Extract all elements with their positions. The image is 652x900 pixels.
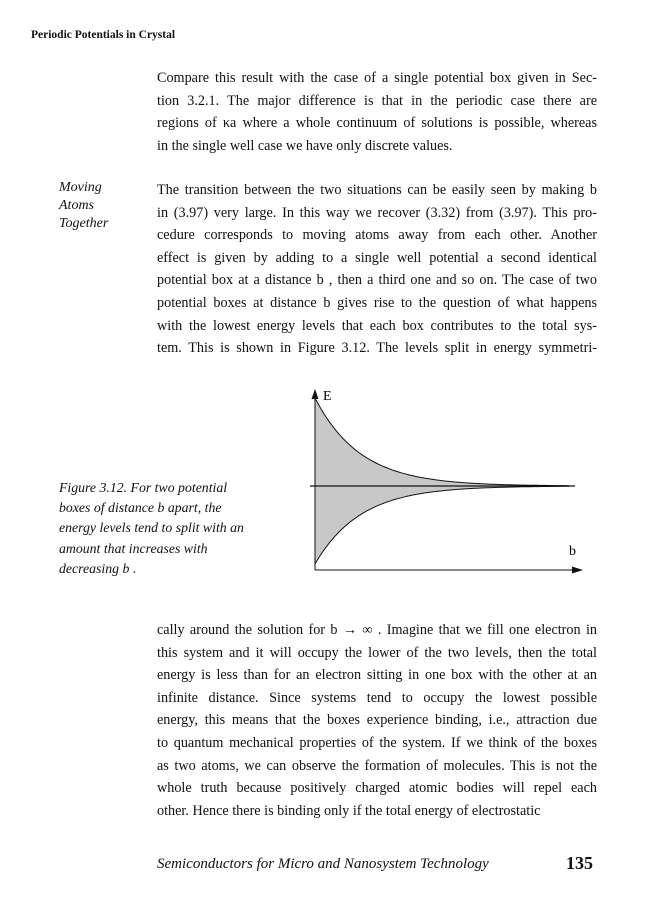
paragraph-transition bbox=[157, 179, 597, 360]
text-line: to quantum mechanical properties of the system. If we think of the boxes bbox=[157, 734, 597, 751]
energy-splitting-figure bbox=[300, 380, 600, 585]
text-line: tion 3.2.1. The major difference is that in the periodic case there are bbox=[157, 92, 597, 109]
text-line: in (3.97) very large. In this way we recover (3.32) from (3.97). This pro- bbox=[157, 204, 597, 221]
page-number: 135 bbox=[566, 853, 593, 873]
text-line: energy, this means that the boxes experience binding, i.e., attraction due bbox=[157, 712, 597, 729]
figure-svg bbox=[300, 380, 600, 580]
text-line: this system and it will occupy the lower of the two levels, then the total bbox=[157, 644, 597, 661]
text-line: whole truth because positively charged atomic bodies will repel each bbox=[157, 780, 597, 797]
y-axis-arrow-icon bbox=[312, 389, 319, 399]
text-line: effect is given by adding to a single well potential a second identical bbox=[157, 249, 597, 266]
caption-line: boxes of distance b apart, the bbox=[59, 500, 222, 516]
text-line: other. Hence there is binding only if the total energy of electrostatic bbox=[157, 802, 541, 819]
margin-note bbox=[59, 179, 139, 233]
y-axis-label: E bbox=[323, 389, 332, 404]
caption-line: Figure 3.12. For two potential bbox=[59, 480, 228, 495]
text-line: with the lowest energy levels that each box contributes to the total sys- bbox=[157, 317, 597, 334]
text-line: Compare this result with the case of a single potential box given in Sec- bbox=[157, 70, 597, 86]
x-axis-label: b bbox=[569, 544, 576, 559]
text-line: potential boxes at distance b gives rise to the question of what happens bbox=[157, 294, 597, 311]
text-line: as two atoms, we can observe the formation of molecules. This is not the bbox=[157, 757, 597, 774]
x-axis-arrow-icon bbox=[572, 567, 583, 574]
text-line: potential box at a distance b , then a third one and so on. The case of two bbox=[157, 272, 597, 289]
text-line: cally around the solution for b → ∞ . Imagine that we fill one electron in bbox=[157, 622, 597, 638]
text-line: The transition between the two situations can be easily seen by making b bbox=[157, 182, 597, 198]
text-line: in the single well case we have only discrete values. bbox=[157, 137, 453, 154]
margin-note-line: Together bbox=[59, 216, 109, 231]
paragraph-binding bbox=[157, 619, 597, 822]
text-line: tem. This is shown in Figure 3.12. The levels split in energy symmetri- bbox=[157, 340, 597, 357]
caption-line: amount that increases with bbox=[59, 540, 208, 556]
text-line: cedure corresponds to moving atoms away from each other. Another bbox=[157, 227, 597, 244]
text-line: energy is less than for an electron sitting in one box with the other at an bbox=[157, 667, 597, 684]
footer-book-title: Semiconductors for Micro and Nanosystem Technology bbox=[157, 856, 489, 872]
text-line: infinite distance. Since systems tend to occupy the lowest possible bbox=[157, 689, 597, 706]
caption-line: decreasing b . bbox=[59, 560, 137, 576]
text-line: regions of κa where a whole continuum of solutions is possible, whereas bbox=[157, 115, 597, 132]
running-header: Periodic Potentials in Crystal bbox=[31, 29, 176, 41]
margin-note-line: Atoms bbox=[59, 198, 94, 213]
paragraph-comparison bbox=[157, 67, 597, 157]
margin-note-line: Moving bbox=[59, 180, 102, 195]
figure-caption bbox=[59, 478, 274, 579]
caption-line: energy levels tend to split with an bbox=[59, 520, 244, 536]
